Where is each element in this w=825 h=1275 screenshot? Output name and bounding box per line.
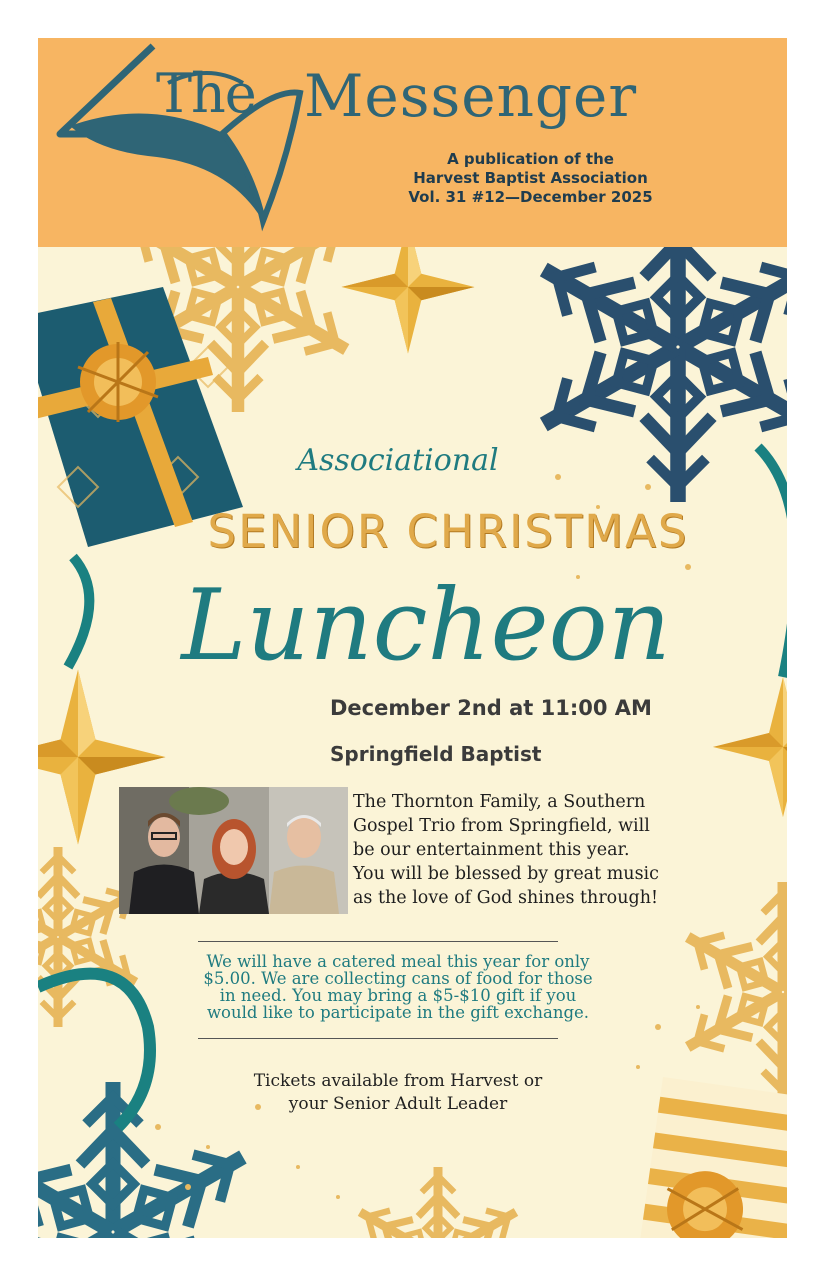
issue-line: Vol. 31 #12—December 2025 xyxy=(408,188,653,206)
star-right xyxy=(713,677,787,817)
divider-top xyxy=(198,941,558,942)
masthead-title-messenger: Messenger xyxy=(304,62,638,130)
navy-snowflake-top-right xyxy=(527,247,787,502)
meal-line: $5.00. We are collecting cans of food for those xyxy=(203,969,593,988)
gold-snowflake-bottom xyxy=(350,1167,526,1238)
entertainment-line: as the love of God shines through! xyxy=(353,888,658,908)
divider-bottom xyxy=(198,1038,558,1039)
meal-line: would like to participate in the gift exchange. xyxy=(206,1003,590,1022)
meal-line: We will have a catered meal this year for only xyxy=(206,952,590,971)
entertainment-description xyxy=(353,790,683,910)
masthead-subtitle xyxy=(398,150,663,207)
family-photo xyxy=(119,787,348,914)
entertainment-line: Gospel Trio from Springfield, will xyxy=(353,816,650,836)
event-venue: Springfield Baptist xyxy=(330,742,542,766)
meal-line: in need. You may bring a $5-$10 gift if you xyxy=(219,986,577,1005)
event-date-time: December 2nd at 11:00 AM xyxy=(330,696,652,720)
striped-gift-bottom-right xyxy=(638,1077,787,1238)
navy-snowflake-bottom-left xyxy=(38,1082,259,1238)
newsletter-page xyxy=(38,38,787,1238)
script-title-luncheon: Luncheon xyxy=(181,569,671,683)
masthead-title-the: The xyxy=(156,62,256,125)
ribbon-right xyxy=(758,447,787,677)
entertainment-line: You will be blessed by great music xyxy=(353,864,659,884)
headline-senior-christmas: SENIOR CHRISTMAS xyxy=(207,505,689,558)
publisher-line: A publication of the xyxy=(447,150,614,168)
masthead xyxy=(38,38,787,247)
luncheon-flyer xyxy=(38,247,787,1238)
ticket-info xyxy=(228,1070,568,1116)
star-top xyxy=(342,247,475,354)
association-line: Harvest Baptist Association xyxy=(413,169,648,187)
meal-details xyxy=(178,953,618,1021)
ticket-line: your Senior Adult Leader xyxy=(288,1094,508,1114)
gold-snowflake-right xyxy=(676,882,787,1102)
kicker-associational: Associational xyxy=(297,443,499,478)
entertainment-line: The Thornton Family, a Southern xyxy=(353,792,646,812)
ribbon-left xyxy=(68,557,89,667)
entertainment-line: be our entertainment this year. xyxy=(353,840,630,860)
ticket-line: Tickets available from Harvest or xyxy=(253,1071,543,1091)
